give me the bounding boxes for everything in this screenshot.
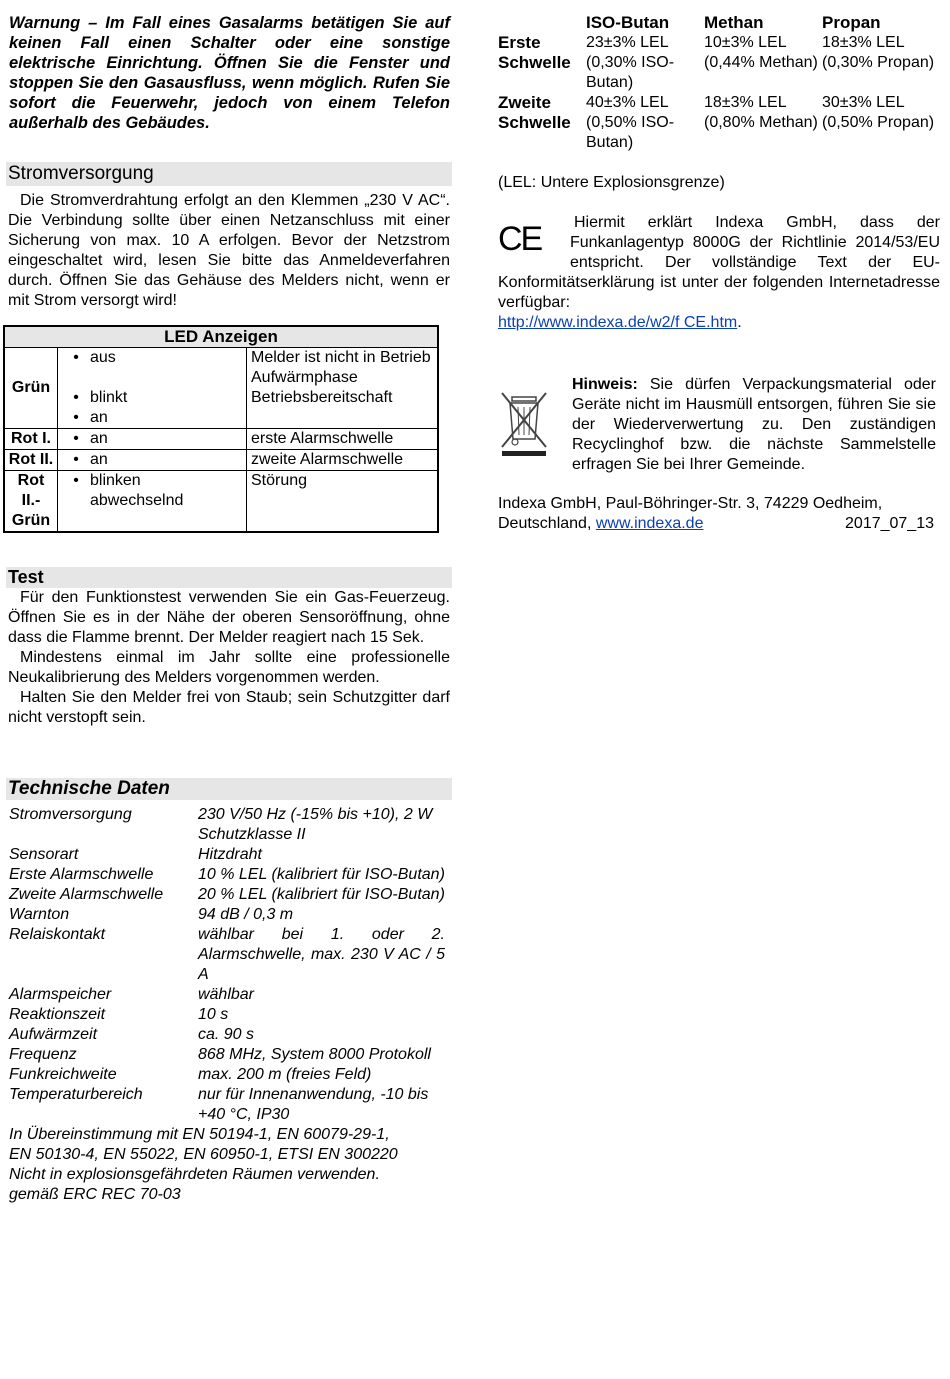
led-label-red-2: Rot II. bbox=[4, 450, 58, 471]
power-text: Die Stromverdrahtung erfolgt an den Klemmen „230 V AC“. Die Verbindung sollte über einen Netzanschluss mit einer Sicherung von max. 10 A erfolgen. Bevor der Netzstrom eingeschaltet wird, lesen Sie bitte das Anmeldeverfahren durch. Öffnen Sie das Gehäuse des Melders nicht, wenn er mit Strom versorgt wird! bbox=[8, 192, 450, 309]
company-address: Indexa GmbH, Paul-Böhringer-Str. 3, 74229 Oedheim, bbox=[498, 495, 883, 512]
led-table bbox=[3, 325, 439, 533]
disposal-text: Sie dürfen Verpackungsmaterial oder Geräte nicht im Hausmüll entsorgen, führen Sie sie der Wiederverwertung zu. Den zuständigen Recyclinghof bzw. die nächste Sammelstelle erfragen Sie bei Ihrer Gemeinde. bbox=[572, 376, 937, 473]
led-meaning: zweite Alarmschwelle bbox=[247, 450, 439, 471]
tech-row: Erste Alarmschwelle 10 % LEL (kalibriert für ISO-Butan) bbox=[9, 866, 445, 883]
led-state: blinken abwechselnd bbox=[90, 472, 184, 509]
threshold-header: Propan bbox=[822, 13, 881, 32]
tech-row: Stromversorgung 230 V/50 Hz (-15% bis +10), 2 W Schutzklasse II bbox=[9, 806, 433, 843]
company-info bbox=[498, 494, 934, 534]
led-row-red-2: Rot II. • an zweite Alarmschwelle bbox=[4, 450, 438, 471]
tech-row: Frequenz 868 MHz, System 8000 Protokoll bbox=[9, 1046, 431, 1063]
tech-row: Aufwärmzeit ca. 90 s bbox=[9, 1026, 254, 1043]
tech-compliance: In Übereinstimmung mit EN 50194-1, EN 60079-29-1, bbox=[9, 1126, 390, 1143]
led-meaning: Melder ist nicht in Betrieb bbox=[251, 349, 431, 366]
led-meaning: Störung bbox=[247, 471, 439, 533]
test-heading: Test bbox=[6, 567, 452, 588]
threshold-header: Methan bbox=[704, 13, 764, 32]
threshold-table bbox=[498, 13, 940, 153]
tech-row: Zweite Alarmschwelle 20 % LEL (kalibriert für ISO-Butan) bbox=[9, 886, 445, 903]
led-row-green: Grün • aus • blinkt • an Melder ist nicht in Betrieb Aufwärmphase Betriebsbereitschaft bbox=[4, 348, 438, 429]
tech-row: Reaktionszeit 10 s bbox=[9, 1006, 229, 1023]
tech-row: Funkreichweite max. 200 m (freies Feld) bbox=[9, 1066, 372, 1083]
tech-erc-note: gemäß ERC REC 70-03 bbox=[9, 1186, 181, 1203]
tech-row: Sensorart Hitzdraht bbox=[9, 846, 262, 863]
ce-declaration-link[interactable]: http://www.indexa.de/w2/f CE.htm bbox=[498, 314, 738, 331]
tech-row: Alarmspeicher wählbar bbox=[9, 986, 254, 1003]
led-state: blinkt bbox=[90, 389, 128, 406]
led-row-red-green: Rot II.-Grün • blinken abwechselnd Störung bbox=[4, 471, 438, 533]
test-paragraph: Für den Funktionstest verwenden Sie ein Gas-Feuerzeug. Öffnen Sie es in der Nähe der oberen Sensoröffnung, ohne dass die Flamme brennt. Der Melder reagiert nach 15 Sek. bbox=[8, 589, 450, 646]
document-date: 2017_07_13 bbox=[845, 515, 934, 532]
led-state: an bbox=[90, 409, 108, 426]
led-state: aus bbox=[90, 349, 116, 366]
tech-heading: Technische Daten bbox=[6, 778, 452, 800]
power-heading: Stromversorgung bbox=[6, 162, 452, 186]
led-label-green: Grün bbox=[4, 348, 58, 429]
led-row-red-1: Rot I. • an erste Alarmschwelle bbox=[4, 429, 438, 450]
threshold-header: ISO-Butan bbox=[586, 13, 670, 32]
test-paragraph: Halten Sie den Melder frei von Staub; sein Schutzgitter darf nicht verstopft sein. bbox=[8, 689, 450, 726]
crossed-bin-icon bbox=[498, 387, 550, 459]
gas-warning: Warnung – Im Fall eines Gasalarms betätigen Sie auf keinen Fall einen Schalter oder eine sonstige elektrische Einrichtung. Öffnen Sie die Fenster und stoppen Sie den Gasausfluss, wenn möglich. Rufen Sie sofort die Feuerwehr, jedoch von einem Telefon außerhalb des Gebäudes. bbox=[9, 14, 450, 132]
led-table-title: LED Anzeigen bbox=[4, 326, 438, 348]
company-website-link[interactable]: www.indexa.de bbox=[595, 515, 704, 532]
led-meaning: Betriebsbereitschaft bbox=[251, 389, 393, 406]
company-country: Deutschland, bbox=[498, 515, 592, 532]
threshold-row-first: Erste Schwelle 23±3% LEL (0,30% ISO-Butan) 10±3% LEL (0,44% Methan) 18±3% LEL (0,30% Propan) bbox=[498, 33, 935, 91]
led-state: an bbox=[90, 430, 108, 447]
led-label-red-1: Rot I. bbox=[4, 429, 58, 450]
disposal-label: Hinweis: bbox=[572, 376, 638, 393]
led-meaning: Aufwärmphase bbox=[251, 369, 358, 386]
tech-row: Warnton 94 dB / 0,3 m bbox=[9, 906, 294, 923]
tech-compliance: EN 50130-4, EN 55022, EN 60950-1, ETSI EN 300220 bbox=[9, 1146, 398, 1163]
test-paragraph: Mindestens einmal im Jahr sollte eine professionelle Neukalibrierung des Melders vorgenommen werden. bbox=[8, 649, 450, 686]
test-section bbox=[6, 567, 452, 728]
lel-note: (LEL: Untere Explosionsgrenze) bbox=[498, 174, 725, 191]
ce-mark-icon: CE bbox=[498, 220, 542, 258]
led-meaning: erste Alarmschwelle bbox=[247, 429, 439, 450]
tech-usage-note: Nicht in explosionsgefährdeten Räumen verwenden. bbox=[9, 1166, 380, 1183]
threshold-row-second: Zweite Schwelle 40±3% LEL (0,50% ISO-Butan) 18±3% LEL (0,80% Methan) 30±3% LEL (0,50% Propan) bbox=[498, 93, 935, 151]
led-label-red-green: Rot II.-Grün bbox=[4, 471, 58, 533]
ce-text: Hiermit erklärt Indexa GmbH, dass der Funkanlagentyp 8000G der Richtlinie 2014/53/EU entspricht. Der vollständige Text der EU-Konformitätserklärung ist unter der folgenden Internetadresse verfügbar: bbox=[498, 214, 940, 311]
tech-section bbox=[6, 778, 452, 1205]
power-section bbox=[6, 162, 452, 311]
ce-declaration: CE Hiermit erklärt Indexa GmbH, dass der Funkanlagentyp 8000G der Richtlinie 2014/53/EU entspricht. Der vollständige Text der EU-Konformitätserklärung ist unter der folgenden Internetadresse verfügbar: http://www.indexa.de/w2/f CE.htm. bbox=[498, 214, 940, 331]
disposal-note bbox=[498, 375, 936, 475]
led-state: an bbox=[90, 451, 108, 468]
tech-row: Relaiskontakt wählbar bei 1. oder 2. Alarmschwelle, max. 230 V AC / 5 A bbox=[9, 926, 445, 983]
tech-row: Temperaturbereich nur für Innenanwendung, -10 bis +40 °C, IP30 bbox=[9, 1086, 429, 1123]
